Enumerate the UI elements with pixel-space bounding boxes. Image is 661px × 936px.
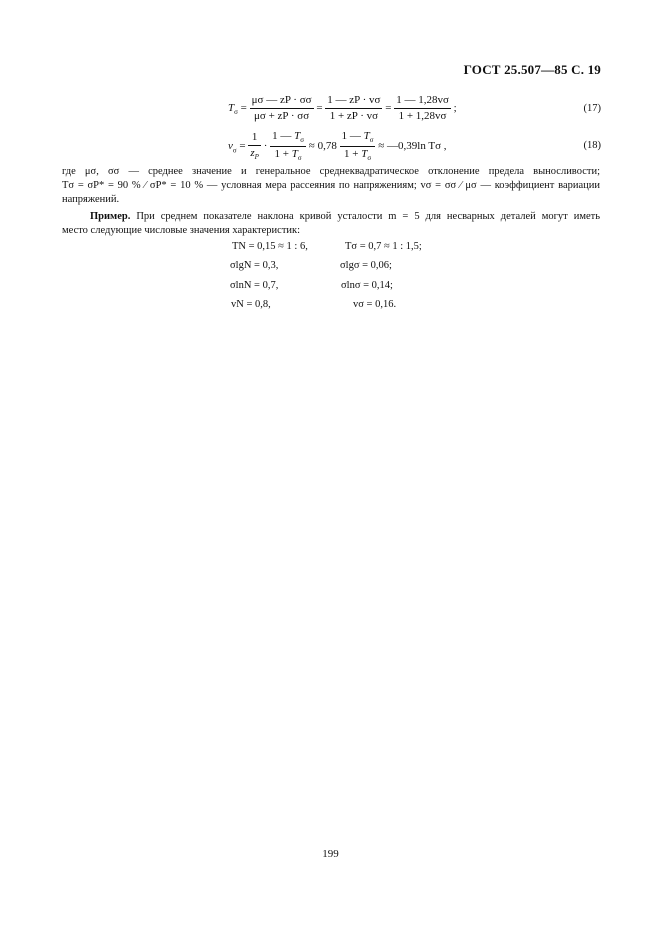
eq17-lhs: T	[228, 102, 235, 115]
eq17-fraction-1	[250, 95, 314, 122]
example-right-4: vσ = 0,16.	[353, 299, 397, 310]
eq18-fraction-1: $\frac{1}{z_P}$	[250, 131, 259, 162]
example-label: Пример.	[90, 211, 131, 222]
equation-17-number: (17)	[583, 103, 601, 114]
example-line-2: место следующие числовые значения характеристик:	[62, 225, 301, 236]
eq18-tail: ≈ —0,39ln Tσ ,	[378, 140, 447, 153]
equation-17: $T_\sigma$ = $\frac{\mu\sigma — zP \cdot \sigma\sigma}{\mu\sigma + zP \cdot \sigma\sigma}$ = $\frac{1 — zP \cdot v\sigma}{1 + zP \cdot v\sigma}$ = $\frac{1 — 1,28v\sigma}{1 + 1,28v\sigma}$ ;	[228, 94, 457, 122]
eq18-coefficient: 0,78	[317, 140, 337, 153]
definitions-paragraph	[62, 165, 600, 207]
page-header: ГОСТ 25.507—85 С. 19	[463, 62, 601, 77]
example-left-1: TN = 0,15 ≈ 1 : 6,	[232, 241, 308, 252]
definitions-line-2: Tσ = σP* = 90 % ⁄ σP* = 10 % — условная мера рассеяния по напряжениям; vσ = σσ ⁄ μσ — коэффициент вариации	[62, 180, 600, 191]
example-left-4: vN = 0,8,	[231, 299, 271, 310]
page-number: 199	[322, 848, 339, 860]
eq17-fraction-3	[394, 95, 451, 122]
example-left-2: σlgN = 0,3,	[230, 260, 279, 271]
eq17-f3-numerator: 1 — 1,28vσ	[394, 95, 451, 109]
eq18-fraction-3: $\frac{1 — T_\sigma}{1 + T_\sigma}$	[341, 130, 374, 163]
example-line-1: При среднем показателе наклона кривой усталости m = 5 для несварных деталей могут иметь	[136, 211, 600, 222]
example-paragraph	[62, 210, 600, 238]
example-right-3: σlnσ = 0,14;	[341, 280, 393, 291]
example-right-2: σlgσ = 0,06;	[340, 260, 392, 271]
equation-18: $v_\sigma$ = $\frac{1}{z_P}$ · $\frac{1 — T_\sigma}{1 + T_\sigma}$ ≈ 0,78 $\frac{1 — T_\sigma}{1 + T_\sigma}$ ≈ —0,39ln Tσ ,	[228, 130, 447, 163]
equation-18-number: (18)	[583, 140, 601, 151]
eq17-f1-denominator: μσ + zP · σσ	[254, 110, 310, 122]
eq17-f2-numerator: 1 — zP · vσ	[325, 95, 382, 109]
eq17-fraction-2	[325, 95, 382, 122]
definitions-line-1: где μσ, σσ — среднее значение и генеральное среднеквадратическое отклонение предела выносливости;	[62, 166, 600, 177]
example-left-3: σlnN = 0,7,	[230, 280, 279, 291]
eq18-lhs-sub: σ	[232, 146, 237, 155]
example-right-1: Tσ = 0,7 ≈ 1 : 1,5;	[345, 241, 422, 252]
eq18-lhs: v	[228, 140, 233, 153]
eq18-fraction-2: $\frac{1 — T_\sigma}{1 + T_\sigma}$	[272, 130, 305, 163]
eq17-f1-numerator: μσ — zP · σσ	[250, 95, 314, 109]
definitions-line-3: напряжений.	[62, 194, 120, 205]
eq17-f3-denominator: 1 + 1,28vσ	[398, 110, 447, 122]
eq17-lhs-sub: σ	[234, 108, 238, 117]
eq17-f2-denominator: 1 + zP · vσ	[329, 110, 379, 122]
